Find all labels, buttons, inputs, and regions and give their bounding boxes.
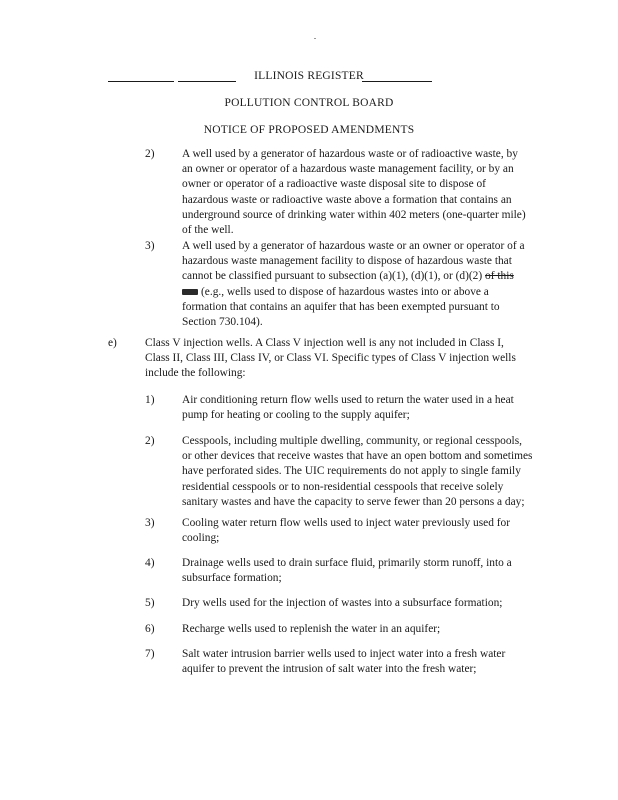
text-line: A well used by a generator of hazardous waste or an owner or operator of a — [182, 240, 525, 252]
section-text — [145, 336, 516, 382]
text-line: an owner or operator of a hazardous waste management facility, or by an — [182, 163, 514, 176]
text-line: A well used by a generator of hazardous waste or of radioactive waste, by — [182, 148, 518, 160]
text-line: pump for heating or cooling to the supply aquifer; — [182, 409, 410, 422]
text-line: or other devices that receive wastes that have an open bottom and sometimes — [182, 450, 533, 463]
text-line: formation that contains an aquifer that has been exempted pursuant to — [182, 300, 500, 313]
item-text — [182, 393, 514, 423]
text-line: Recharge wells used to replenish the water in an aquifer; — [182, 623, 441, 635]
section-letter: e) — [108, 337, 117, 349]
text-line: have perforated sides. The UIC requirements do not apply to single family — [182, 465, 521, 478]
text-line: include the following: — [145, 367, 246, 380]
text-line: Salt water intrusion barrier wells used to inject water into a fresh water — [182, 648, 506, 660]
item-number: 3) — [145, 240, 155, 252]
item-number: 2) — [145, 435, 155, 447]
text-line: Dry wells used for the injection of wastes into a subsurface formation; — [182, 597, 503, 609]
text-line: Cooling water return flow wells used to inject water previously used for — [182, 517, 511, 529]
text-line: hazardous waste or radioactive waste above a formation that contains an — [182, 193, 512, 206]
text-line: hazardous waste management facility to dispose of hazardous waste that — [182, 255, 512, 268]
item-text — [182, 622, 440, 637]
text-line: residential cesspools or to non-residential cesspools that receive solely — [182, 480, 504, 493]
item-number: 6) — [145, 623, 155, 635]
item-number: 2) — [145, 148, 155, 160]
item-text — [182, 596, 502, 611]
text-line — [182, 269, 525, 284]
item-number: 4) — [145, 557, 155, 569]
item-number: 7) — [145, 648, 155, 660]
text-line: sanitary wastes and have the capacity to serve fewer than 20 persons a day; — [182, 495, 525, 508]
text-line: subsurface formation; — [182, 572, 282, 585]
item-text — [182, 556, 512, 586]
item-number: 3) — [145, 517, 155, 529]
text-line: Section 730.104). — [182, 316, 263, 329]
text-line: Cesspools, including multiple dwelling, community, or regional cesspools, — [182, 435, 522, 447]
text-line: underground source of drinking water within 402 meters (one-quarter mile) — [182, 208, 526, 221]
item-text — [182, 647, 505, 677]
item-text — [182, 239, 525, 330]
text-line — [182, 285, 525, 300]
text-line: Air conditioning return flow wells used to return the water used in a heat — [182, 394, 514, 406]
item-text — [182, 147, 526, 238]
text-line: cooling; — [182, 532, 220, 545]
smudged-text — [182, 289, 198, 295]
scan-speck — [314, 38, 316, 39]
text-run: cannot be classified pursuant to subsection (a)(1), (d)(1), or (d)(2) — [182, 270, 483, 283]
text-line: owner or operator of a radioactive waste disposal site to dispose of — [182, 178, 486, 191]
text-line: aquifer to prevent the intrusion of salt water into the fresh water; — [182, 663, 477, 676]
text-line: Class II, Class III, Class IV, or Class VI. Specific types of Class V injection wells — [145, 352, 516, 365]
item-text — [182, 434, 532, 510]
item-text — [182, 516, 510, 546]
item-number: 5) — [145, 597, 155, 609]
register-title: ILLINOIS REGISTER — [254, 70, 364, 82]
board-title: POLLUTION CONTROL BOARD — [224, 97, 394, 109]
text-line: Class V injection wells. A Class V injection well is any not included in Class I, — [145, 337, 504, 349]
text-line: Drainage wells used to drain surface fluid, primarily storm runoff, into a — [182, 557, 512, 569]
item-number: 1) — [145, 394, 155, 406]
notice-title: NOTICE OF PROPOSED AMENDMENTS — [203, 124, 415, 136]
struck-text: of this — [485, 270, 514, 283]
text-line: of the well. — [182, 224, 234, 237]
text-run: (e.g., wells used to dispose of hazardous wastes into or above a — [201, 285, 489, 298]
